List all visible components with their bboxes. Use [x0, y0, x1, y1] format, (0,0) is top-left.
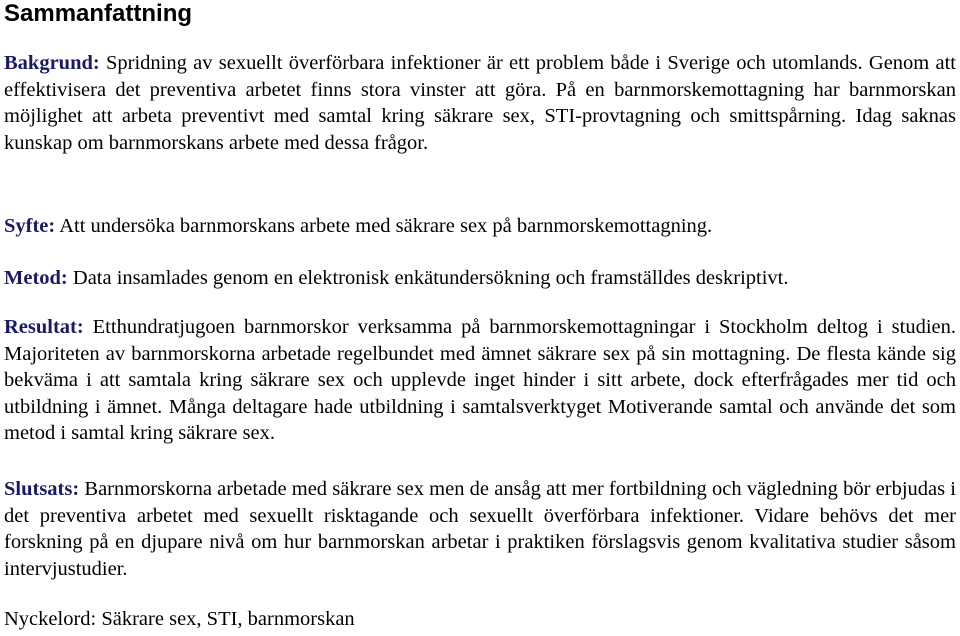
section-text-syfte: Att undersöka barnmorskans arbete med säkrare sex på barnmorskemottagning. — [55, 215, 713, 237]
page-title: Sammanfattning — [4, 0, 193, 27]
section-bakgrund — [4, 50, 956, 156]
section-syfte — [4, 213, 956, 240]
section-label-metod: Metod: — [4, 267, 68, 289]
section-label-syfte: Syfte: — [4, 215, 56, 237]
section-nyckelord — [4, 606, 956, 633]
section-resultat — [4, 314, 956, 447]
abstract-page — [4, 0, 956, 630]
section-text-resultat: Etthundratjugoen barnmorskor verksamma på barnmorskemottagningar i Stockholm deltog i studien. Majoriteten av barnmorskorna arbetade regelbundet med ämnet säkrare sex på sin mottagning. De flesta kände sig bekväma i att samtala kring säkrare sex och upplevde inget hinder i sitt arbete, dock efterfrågades mer tid och utbildning i ämnet. Många deltagare hade utbildning i samtalsverktyget Motiverande samtal och använde det som metod i samtal kring säkrare sex. — [4, 316, 956, 445]
section-label-bakgrund: Bakgrund: — [4, 52, 100, 74]
section-text-metod: Data insamlades genom en elektronisk enkätundersökning och framställdes deskriptivt. — [67, 267, 789, 289]
section-text-nyckelord: Säkrare sex, STI, barnmorskan — [96, 608, 355, 630]
section-text-bakgrund: Spridning av sexuellt överförbara infektioner är ett problem både i Sverige och utomlands. Genom att effektivisera det preventiva arbetet finns stora vinster att göra. På en barnmorskemottagning har barnmorskan möjlighet att arbeta preventivt med samtal kring säkrare sex, STI-provtagning och smittspårning. Idag saknas kunskap om barnmorskans arbete med dessa frågor. — [4, 52, 956, 154]
section-label-resultat: Resultat: — [4, 316, 84, 338]
section-label-nyckelord: Nyckelord: — [4, 608, 97, 630]
section-slutsats — [4, 476, 956, 582]
section-metod — [4, 265, 956, 292]
section-label-slutsats: Slutsats: — [4, 478, 80, 500]
section-text-slutsats: Barnmorskorna arbetade med säkrare sex men de ansåg att mer fortbildning och vägledning bör erbjudas i det preventiva arbetet med sexuellt risktagande och sexuellt överförbara infektioner. Vidare behövs det mer forskning på en djupare nivå om hur barnmorskan arbetar i praktiken förslagsvis genom kvalitativa studier såsom intervjustudier. — [4, 478, 956, 580]
